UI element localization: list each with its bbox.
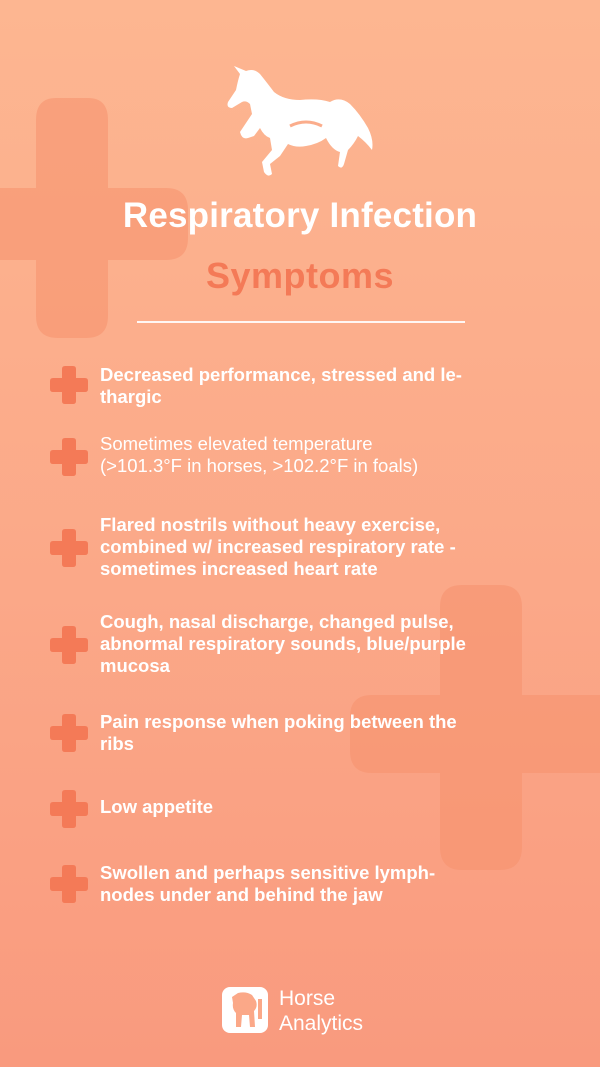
plus-icon: [50, 529, 88, 567]
brand-name-line: Analytics: [279, 1012, 364, 1035]
symptom-line: Flared nostrils without heavy exercise,: [100, 514, 441, 535]
page-title: Respiratory Infection: [122, 196, 478, 235]
symptom-line: ribs: [100, 733, 134, 754]
symptom-line: Decreased performance, stressed and le-: [100, 364, 462, 385]
symptom-line: abnormal respiratory sounds, blue/purple: [100, 633, 466, 654]
symptom-line: sometimes increased heart rate: [100, 558, 378, 579]
symptom-line: Cough, nasal discharge, changed pulse,: [100, 611, 454, 632]
plus-icon: [50, 438, 88, 476]
symptom-line: Low appetite: [100, 796, 214, 817]
plus-icon: [50, 714, 88, 752]
symptom-line: Pain response when poking between the: [100, 711, 457, 732]
brand-footer: [222, 982, 402, 1038]
symptom-line: mucosa: [100, 655, 170, 676]
page-subtitle: Symptoms: [205, 255, 395, 296]
symptom-line: (>101.3°F in horses, >102.2°F in foals): [100, 455, 419, 476]
plus-icon: [50, 366, 88, 404]
plus-icon: [50, 865, 88, 903]
horse-analytics-logo-icon: [222, 987, 268, 1033]
symptom-line: Sometimes elevated temperature: [100, 433, 373, 454]
brand-name-line: Horse: [279, 987, 336, 1010]
symptom-line: thargic: [100, 386, 162, 407]
plus-icon: [50, 626, 88, 664]
symptom-line: nodes under and behind the jaw: [100, 884, 383, 905]
symptom-line: Swollen and perhaps sensitive lymph-: [100, 862, 436, 883]
symptom-line: combined w/ increased respiratory rate -: [100, 536, 456, 557]
plus-icon: [50, 790, 88, 828]
